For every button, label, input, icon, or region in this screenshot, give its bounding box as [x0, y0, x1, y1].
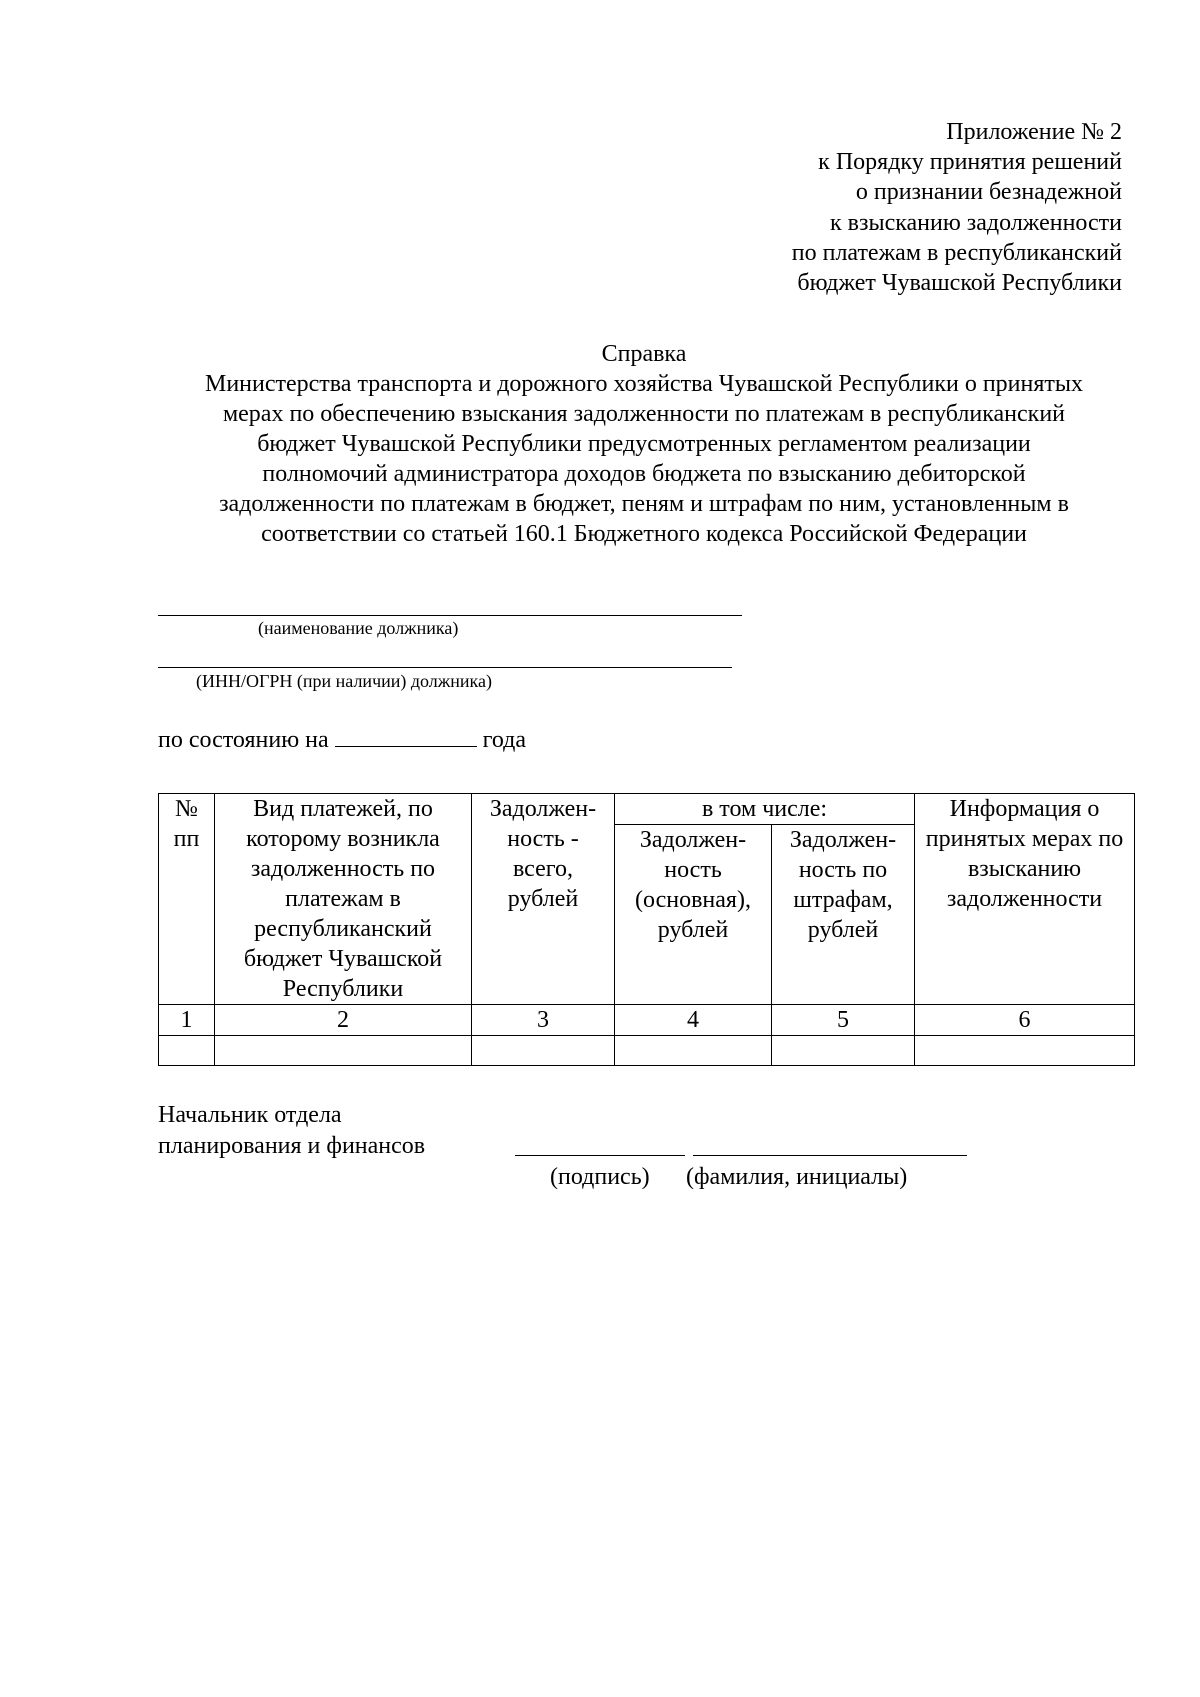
appendix-line: по платежам в республиканский — [791, 239, 1122, 266]
header-principal-debt: Задолжен-ность (основная), рублей — [615, 825, 772, 1005]
name-line — [693, 1155, 967, 1156]
table-row — [159, 1036, 1135, 1066]
appendix-line: бюджет Чувашской Республики — [797, 270, 1122, 297]
date-blank — [335, 726, 477, 747]
as-of-prefix: по состоянию на — [158, 727, 329, 753]
empty-cell — [472, 1036, 615, 1066]
signature-line — [515, 1155, 685, 1156]
debtor-inn-line — [158, 667, 732, 668]
column-number: 5 — [772, 1005, 915, 1036]
column-number: 1 — [159, 1005, 215, 1036]
position-line: планирования и финансов — [158, 1133, 426, 1159]
debt-table — [158, 793, 1135, 1066]
signatory-position — [158, 1100, 425, 1162]
title-line: бюджет Чувашской Республики предусмотренных регламентом реализации — [257, 431, 1031, 457]
title-line: Министерства транспорта и дорожного хозяйства Чувашской Республики о принятых — [204, 371, 1083, 397]
column-number: 3 — [472, 1005, 615, 1036]
column-number: 6 — [915, 1005, 1135, 1036]
position-line: Начальник отдела — [158, 1102, 342, 1128]
empty-cell — [915, 1036, 1135, 1066]
appendix-line: о признании безнадежной — [855, 179, 1122, 206]
document-title — [150, 339, 1138, 549]
debtor-name-caption: (наименование должника) — [258, 618, 459, 638]
header-fines-debt: Задолжен-ность по штрафам, рублей — [772, 825, 915, 1005]
as-of-suffix: года — [482, 727, 527, 753]
empty-cell — [615, 1036, 772, 1066]
column-number: 2 — [215, 1005, 472, 1036]
header-total-debt: Задолжен-ность - всего, рублей — [472, 794, 615, 1005]
appendix-line: к взысканию задолженности — [829, 209, 1122, 236]
signature-caption: (подпись) — [550, 1164, 650, 1190]
empty-cell — [159, 1036, 215, 1066]
header-measures-info: Информация о принятых мерах по взысканию задолженности — [915, 794, 1135, 1005]
as-of-date — [158, 726, 526, 754]
title-line: соответствии со статьей 160.1 Бюджетного кодекса Российской Федерации — [261, 521, 1027, 547]
title-line: задолженности по платежам в бюджет, пеням и штрафам по ним, установленным в — [219, 491, 1069, 517]
empty-cell — [772, 1036, 915, 1066]
name-caption: (фамилия, инициалы) — [686, 1164, 908, 1190]
debtor-inn-caption: (ИНН/ОГРН (при наличии) должника) — [196, 671, 492, 691]
appendix-header — [602, 117, 1122, 298]
title-line: мерах по обеспечению взыскания задолженности по платежам в республиканский — [222, 401, 1066, 427]
debtor-name-line — [158, 615, 742, 616]
appendix-line: Приложение № 2 — [946, 119, 1122, 145]
empty-cell — [215, 1036, 472, 1066]
title-line: полномочий администратора доходов бюджета по взысканию дебиторской — [262, 461, 1026, 487]
header-payment-type: Вид платежей, по которому возникла задолженность по платежам в республиканский бюджет Чувашской Республики — [215, 794, 472, 1005]
header-including: в том числе: — [615, 794, 915, 825]
header-number: № пп — [159, 794, 215, 1005]
appendix-line: к Порядку принятия решений — [818, 149, 1122, 176]
column-number: 4 — [615, 1005, 772, 1036]
table-row — [159, 1005, 1135, 1036]
title-heading: Справка — [601, 341, 687, 367]
